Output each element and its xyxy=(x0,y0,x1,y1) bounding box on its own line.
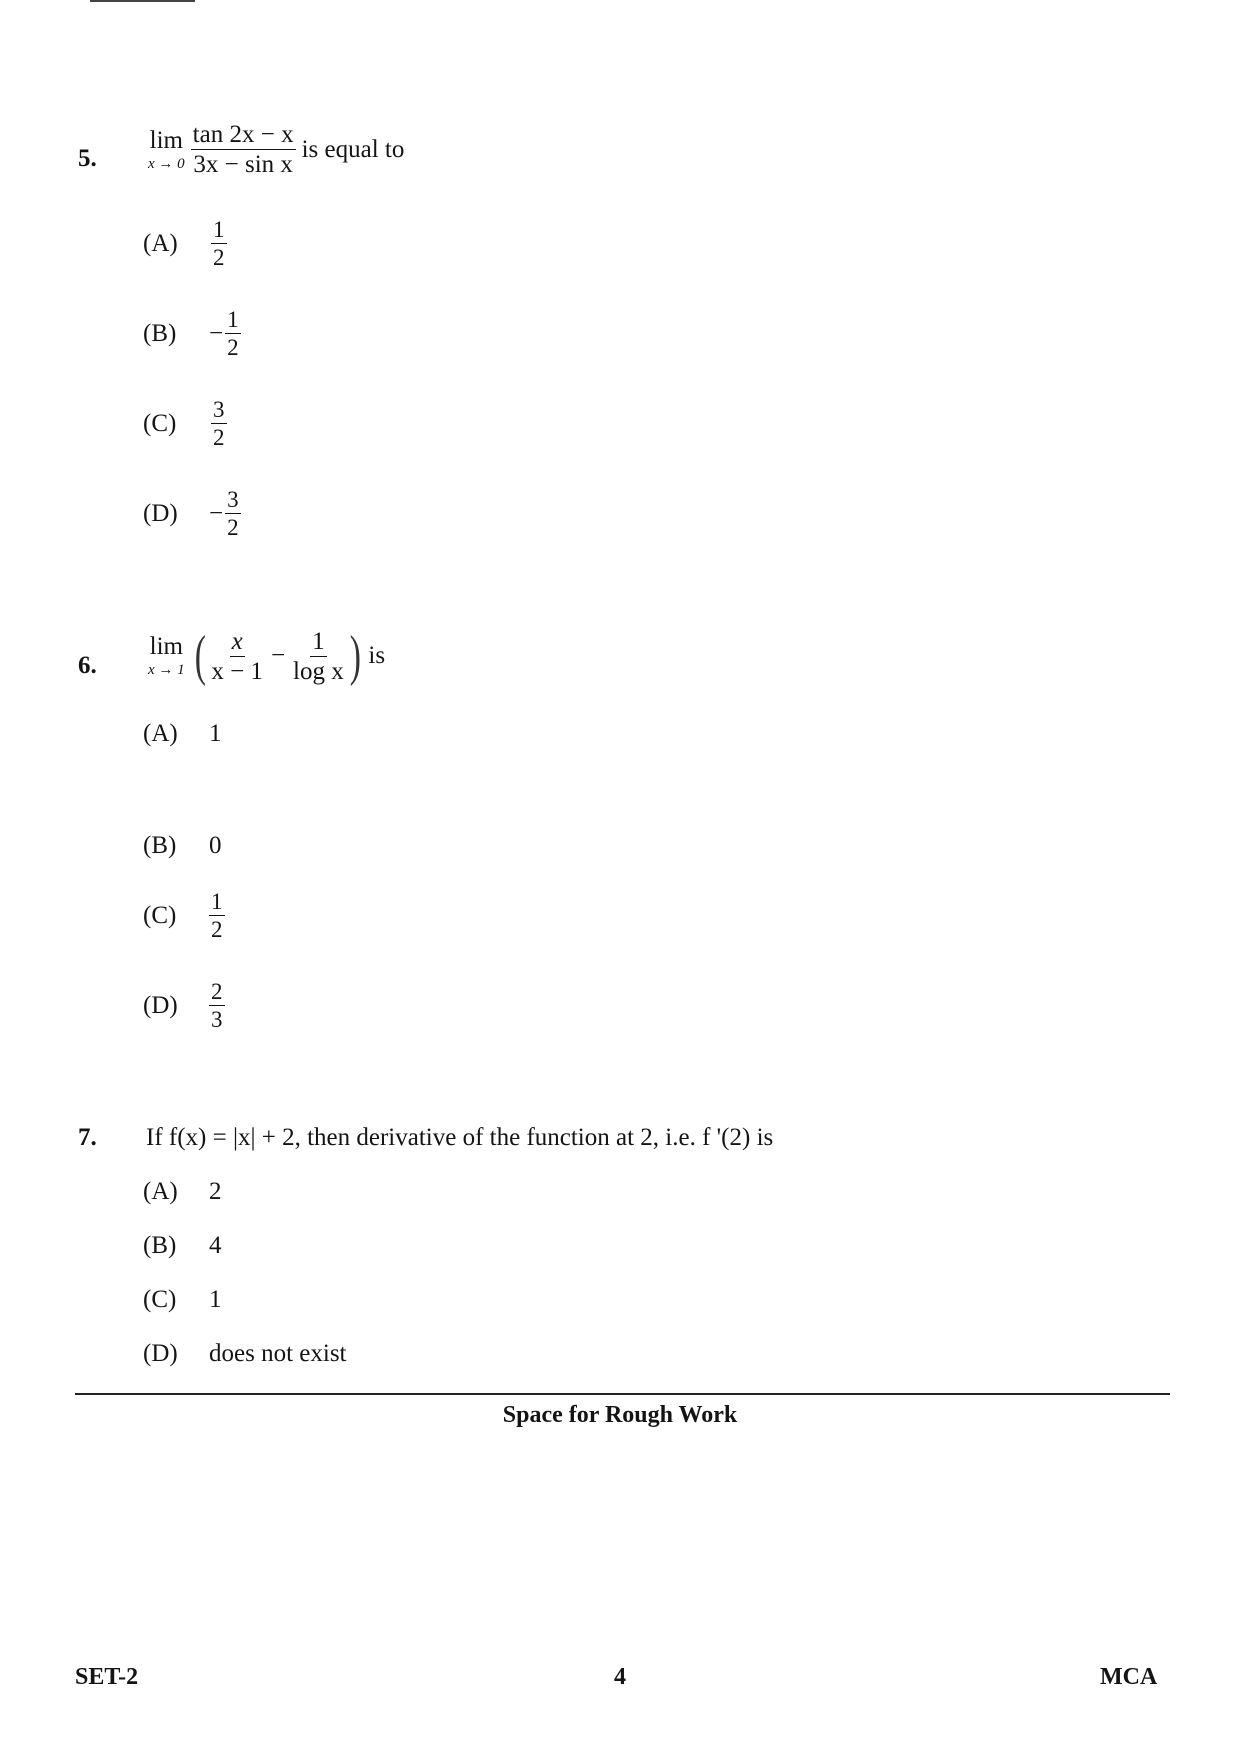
question-6-option-b[interactable] xyxy=(143,832,222,860)
footer-set-code: SET-2 xyxy=(75,1664,139,1690)
option-label: (C) xyxy=(143,409,177,437)
option-fraction xyxy=(209,980,225,1031)
question-5-option-c[interactable] xyxy=(143,398,227,449)
fraction-numerator: x xyxy=(231,627,243,655)
second-fraction xyxy=(291,629,346,684)
question-7-number: 7. xyxy=(78,1124,97,1151)
fraction-numerator: tan 2x − x xyxy=(192,121,294,148)
option-sign: − xyxy=(209,499,224,527)
option-label: (D) xyxy=(143,1340,178,1367)
option-label: (D) xyxy=(143,499,178,527)
question-7-option-b[interactable] xyxy=(143,1232,222,1260)
question-6-stem xyxy=(148,625,386,687)
option-fraction xyxy=(211,398,227,449)
question-5-option-b[interactable] xyxy=(143,308,241,359)
fraction-denominator: x − 1 xyxy=(211,657,263,685)
question-5-option-a[interactable] xyxy=(143,218,227,269)
limit-word: lim xyxy=(149,633,183,660)
fraction-denominator: 2 xyxy=(213,245,225,270)
fraction-denominator: 2 xyxy=(213,425,225,450)
option-text: 4 xyxy=(209,1232,222,1259)
option-label: (A) xyxy=(143,1178,178,1205)
fraction-denominator: 3 xyxy=(211,1007,223,1032)
fraction-denominator: 2 xyxy=(211,917,223,942)
option-label: (D) xyxy=(143,991,178,1019)
fraction-denominator: 2 xyxy=(227,335,239,360)
left-parenthesis: ( xyxy=(194,625,206,687)
option-label: (B) xyxy=(143,1232,177,1259)
question-5-option-d[interactable] xyxy=(143,488,241,539)
limit-operator xyxy=(148,634,185,678)
fraction-numerator: 1 xyxy=(312,627,325,655)
question-6-number: 6. xyxy=(78,652,97,679)
question-7-option-a[interactable] xyxy=(143,1178,222,1206)
footer-course-code: MCA xyxy=(1100,1664,1158,1690)
fraction-denominator: 3x − sin x xyxy=(193,151,293,178)
limit-operator xyxy=(148,128,185,172)
fraction-numerator: 3 xyxy=(213,397,225,422)
fraction-denominator: 2 xyxy=(227,515,239,540)
option-fraction xyxy=(225,308,241,359)
question-6-option-c[interactable] xyxy=(143,890,225,941)
question-7-stem: If f(x) = |x| + 2, then derivative of the function at 2, i.e. f '(2) is xyxy=(146,1124,774,1151)
option-label: (A) xyxy=(143,229,178,257)
stem-tail: is xyxy=(368,642,386,669)
rough-work-divider xyxy=(75,1393,1170,1395)
option-fraction xyxy=(209,890,225,941)
fraction-denominator: log x xyxy=(293,657,344,685)
fraction-numerator: 1 xyxy=(227,307,239,332)
question-6-option-a[interactable] xyxy=(143,720,222,748)
question-7-option-d[interactable] xyxy=(143,1340,347,1368)
question-5-stem xyxy=(148,122,404,177)
question-6-option-d[interactable] xyxy=(143,980,225,1031)
minus-sign: − xyxy=(270,642,286,669)
rough-work-caption: Space for Rough Work xyxy=(502,1402,738,1428)
limit-subscript: x → 0 xyxy=(148,155,185,172)
stem-tail: is equal to xyxy=(301,135,405,163)
fraction-numerator: 3 xyxy=(227,487,239,512)
first-fraction xyxy=(209,629,265,684)
option-label: (B) xyxy=(143,832,177,859)
limit-word: lim xyxy=(149,126,183,154)
option-text: 2 xyxy=(209,1178,222,1205)
question-5-number: 5. xyxy=(78,145,97,172)
fraction-numerator: 2 xyxy=(211,979,223,1004)
right-parenthesis: ) xyxy=(349,625,361,687)
option-fraction xyxy=(211,218,227,269)
fraction-numerator: 1 xyxy=(213,217,225,242)
footer-page-number: 4 xyxy=(614,1664,626,1690)
top-margin-mark xyxy=(90,0,195,2)
option-sign: − xyxy=(209,319,224,347)
option-fraction xyxy=(225,488,241,539)
option-text: 1 xyxy=(209,720,222,747)
option-label: (C) xyxy=(143,901,177,929)
limit-subscript: x → 1 xyxy=(148,662,185,678)
option-label: (B) xyxy=(143,319,177,347)
limit-fraction xyxy=(191,122,296,177)
fraction-numerator: 1 xyxy=(211,889,223,914)
option-label: (C) xyxy=(143,1286,177,1313)
option-text: 1 xyxy=(209,1286,222,1313)
option-text: does not exist xyxy=(209,1340,347,1367)
question-7-option-c[interactable] xyxy=(143,1286,222,1314)
option-label: (A) xyxy=(143,720,178,747)
option-text: 0 xyxy=(209,832,222,859)
